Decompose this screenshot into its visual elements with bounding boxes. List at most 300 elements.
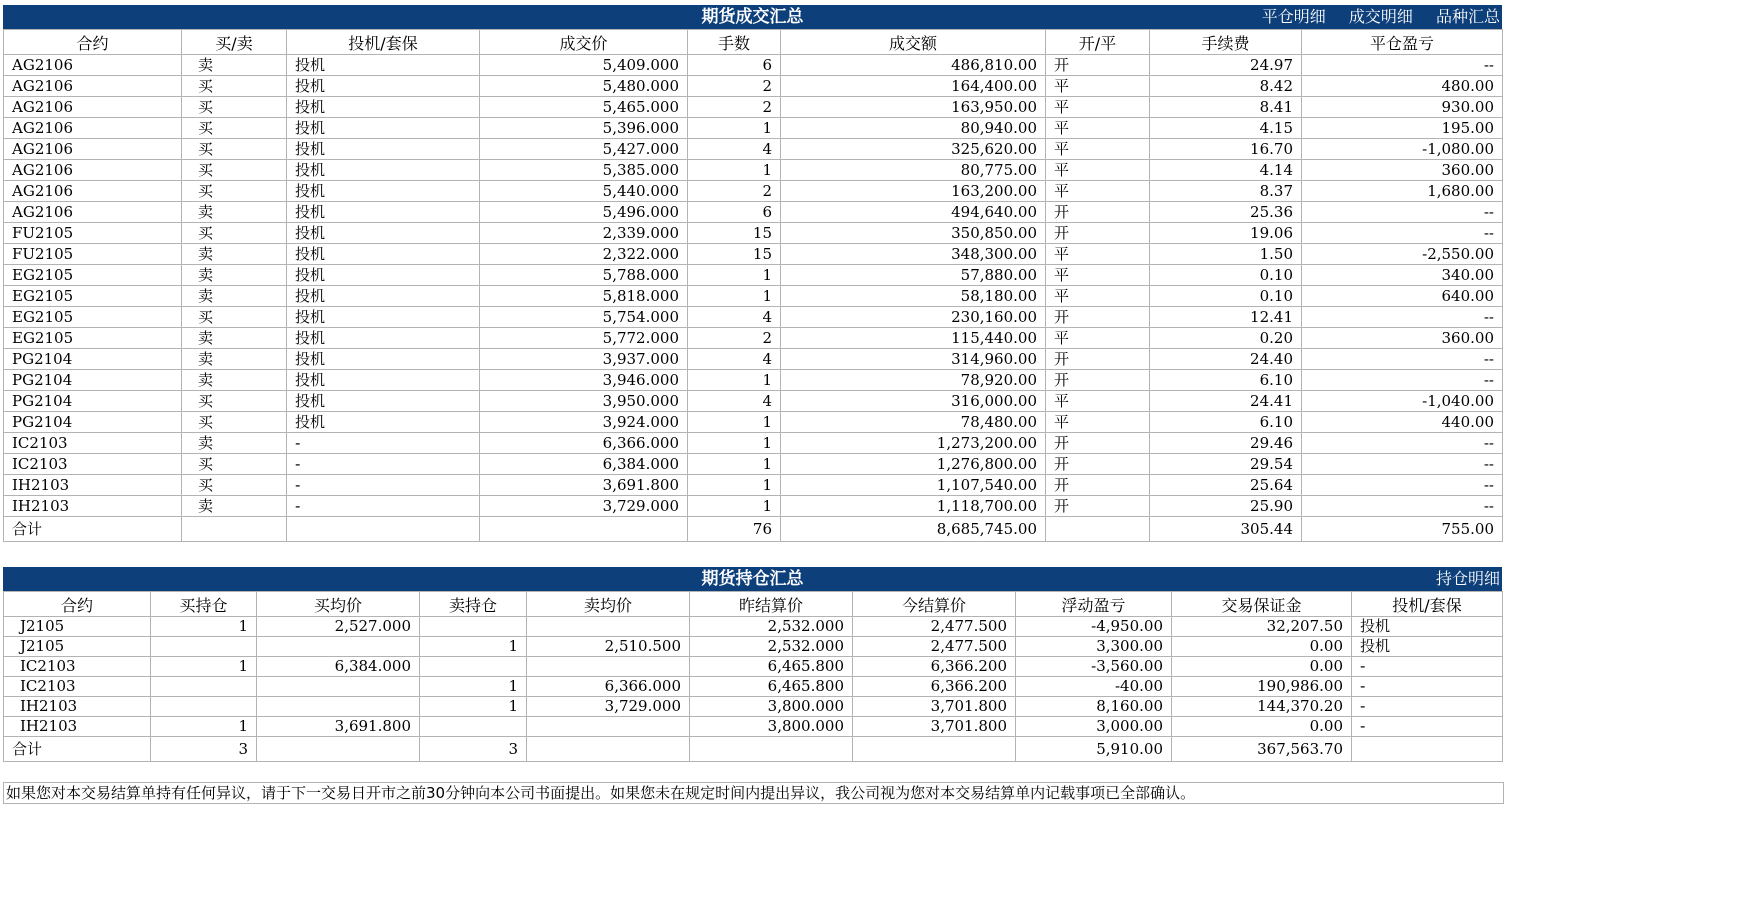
cell-buy-qty: 1 — [151, 717, 257, 737]
cell-open-close: 平 — [1046, 160, 1150, 181]
cell-amount: 78,920.00 — [781, 370, 1046, 391]
cell-contract: EG2105 — [4, 265, 182, 286]
cell-spec-hedge: 投机 — [287, 307, 480, 328]
cell-prev-settle: 6,465.800 — [690, 657, 853, 677]
trade-summary-header — [3, 5, 1502, 29]
cell-close-pnl: 340.00 — [1302, 265, 1503, 286]
cell-price: 2,339.000 — [480, 223, 688, 244]
cell-contract: EG2105 — [4, 307, 182, 328]
total-float-pnl: 5,910.00 — [1016, 737, 1172, 762]
cell-buy-sell: 卖 — [182, 286, 287, 307]
position-row — [4, 657, 1503, 677]
cell-spec-hedge: 投机 — [1352, 637, 1503, 657]
total-empty-cell — [1352, 737, 1503, 762]
cell-fee: 4.15 — [1150, 118, 1302, 139]
cell-buy-sell: 卖 — [182, 349, 287, 370]
cell-amount: 115,440.00 — [781, 328, 1046, 349]
cell-open-close: 开 — [1046, 223, 1150, 244]
total-label: 合计 — [4, 517, 182, 542]
cell-price: 3,691.800 — [480, 475, 688, 496]
cell-contract: AG2106 — [4, 202, 182, 223]
cell-lots: 15 — [688, 223, 781, 244]
cell-fee: 0.20 — [1150, 328, 1302, 349]
cell-open-close: 平 — [1046, 412, 1150, 433]
cell-spec-hedge: 投机 — [287, 244, 480, 265]
cell-price: 5,818.000 — [480, 286, 688, 307]
cell-today-settle: 6,366.200 — [853, 677, 1016, 697]
trade-row — [4, 349, 1503, 370]
trade-row — [4, 370, 1503, 391]
cell-fee: 0.10 — [1150, 265, 1302, 286]
cell-close-pnl: -1,080.00 — [1302, 139, 1503, 160]
cell-buy-sell: 卖 — [182, 433, 287, 454]
cell-open-close: 开 — [1046, 202, 1150, 223]
cell-fee: 1.50 — [1150, 244, 1302, 265]
cell-close-pnl: -- — [1302, 202, 1503, 223]
cell-contract: AG2106 — [4, 181, 182, 202]
cell-buy-qty — [151, 637, 257, 657]
cell-contract: IH2103 — [4, 717, 151, 737]
cell-lots: 6 — [688, 202, 781, 223]
cell-prev-settle: 2,532.000 — [690, 617, 853, 637]
col-header-open-close: 开/平 — [1046, 30, 1150, 55]
product-summary-link[interactable]: 品种汇总 — [1435, 7, 1500, 26]
trade-row — [4, 223, 1503, 244]
cell-buy-avg — [257, 677, 420, 697]
cell-today-settle: 2,477.500 — [853, 617, 1016, 637]
cell-price: 6,366.000 — [480, 433, 688, 454]
cell-amount: 314,960.00 — [781, 349, 1046, 370]
trade-row — [4, 181, 1503, 202]
position-summary-table — [3, 591, 1503, 762]
cell-price: 3,729.000 — [480, 496, 688, 517]
cell-price: 5,480.000 — [480, 76, 688, 97]
cell-lots: 1 — [688, 496, 781, 517]
cell-sell-qty: 1 — [420, 697, 527, 717]
cell-sell-qty — [420, 657, 527, 677]
col-header-today-settle: 今结算价 — [853, 592, 1016, 617]
col-header-sell-qty: 卖持仓 — [420, 592, 527, 617]
cell-spec-hedge: - — [287, 496, 480, 517]
cell-lots: 1 — [688, 475, 781, 496]
cell-amount: 58,180.00 — [781, 286, 1046, 307]
cell-amount: 486,810.00 — [781, 55, 1046, 76]
trade-row — [4, 97, 1503, 118]
cell-close-pnl: -- — [1302, 307, 1503, 328]
cell-buy-qty — [151, 697, 257, 717]
cell-price: 3,946.000 — [480, 370, 688, 391]
cell-buy-avg: 6,384.000 — [257, 657, 420, 677]
trade-summary-title: 期货成交汇总 — [701, 7, 804, 27]
cell-lots: 4 — [688, 391, 781, 412]
cell-lots: 2 — [688, 328, 781, 349]
cell-open-close: 开 — [1046, 496, 1150, 517]
cell-amount: 1,276,800.00 — [781, 454, 1046, 475]
cell-open-close: 开 — [1046, 454, 1150, 475]
col-header-sell-avg: 卖均价 — [527, 592, 690, 617]
col-header-spec-hedge: 投机/套保 — [287, 30, 480, 55]
cell-contract: PG2104 — [4, 412, 182, 433]
cell-buy-sell: 买 — [182, 139, 287, 160]
trade-row — [4, 412, 1503, 433]
cell-amount: 80,940.00 — [781, 118, 1046, 139]
cell-contract: J2105 — [4, 637, 151, 657]
cell-price: 5,385.000 — [480, 160, 688, 181]
total-amount: 8,685,745.00 — [781, 517, 1046, 542]
cell-buy-sell: 买 — [182, 223, 287, 244]
cell-contract: AG2106 — [4, 118, 182, 139]
cell-amount: 230,160.00 — [781, 307, 1046, 328]
cell-open-close: 平 — [1046, 286, 1150, 307]
position-summary-panel — [3, 567, 1502, 762]
settlement-notice: 如果您对本交易结算单持有任何异议，请于下一交易日开市之前30分钟向本公司书面提出。如果您未在规定时间内提出异议，我公司视为您对本交易结算单内记载事项已全部确认。 — [3, 782, 1504, 804]
cell-spec-hedge: 投机 — [287, 76, 480, 97]
col-header-contract: 合约 — [4, 592, 151, 617]
cell-close-pnl: 640.00 — [1302, 286, 1503, 307]
cell-close-pnl: 440.00 — [1302, 412, 1503, 433]
cell-spec-hedge: 投机 — [287, 412, 480, 433]
cell-open-close: 开 — [1046, 370, 1150, 391]
cell-contract: EG2105 — [4, 286, 182, 307]
cell-open-close: 平 — [1046, 244, 1150, 265]
cell-sell-avg: 3,729.000 — [527, 697, 690, 717]
cell-contract: J2105 — [4, 617, 151, 637]
cell-close-pnl: -- — [1302, 496, 1503, 517]
cell-spec-hedge: 投机 — [287, 202, 480, 223]
cell-spec-hedge: - — [1352, 697, 1503, 717]
cell-buy-sell: 买 — [182, 118, 287, 139]
cell-prev-settle: 3,800.000 — [690, 717, 853, 737]
trade-row — [4, 391, 1503, 412]
cell-open-close: 平 — [1046, 97, 1150, 118]
cell-close-pnl: -- — [1302, 55, 1503, 76]
cell-spec-hedge: 投机 — [287, 160, 480, 181]
cell-close-pnl: 195.00 — [1302, 118, 1503, 139]
cell-open-close: 开 — [1046, 55, 1150, 76]
cell-price: 5,396.000 — [480, 118, 688, 139]
col-header-spec-hedge: 投机/套保 — [1352, 592, 1503, 617]
cell-price: 5,465.000 — [480, 97, 688, 118]
cell-buy-qty: 1 — [151, 617, 257, 637]
cell-fee: 19.06 — [1150, 223, 1302, 244]
total-empty-cell — [182, 517, 287, 542]
position-row — [4, 717, 1503, 737]
cell-lots: 1 — [688, 118, 781, 139]
cell-contract: IC2103 — [4, 433, 182, 454]
cell-close-pnl: 360.00 — [1302, 160, 1503, 181]
cell-buy-qty: 1 — [151, 657, 257, 677]
trade-summary-table — [3, 29, 1503, 542]
cell-spec-hedge: 投机 — [1352, 617, 1503, 637]
trade-row — [4, 307, 1503, 328]
cell-fee: 24.40 — [1150, 349, 1302, 370]
cell-open-close: 平 — [1046, 328, 1150, 349]
cell-open-close: 开 — [1046, 433, 1150, 454]
total-lots: 76 — [688, 517, 781, 542]
close-detail-link[interactable]: 平仓明细 — [1261, 7, 1326, 26]
total-empty-cell — [480, 517, 688, 542]
cell-spec-hedge: 投机 — [287, 286, 480, 307]
cell-amount: 163,200.00 — [781, 181, 1046, 202]
cell-float-pnl: 8,160.00 — [1016, 697, 1172, 717]
cell-price: 5,409.000 — [480, 55, 688, 76]
cell-float-pnl: -4,950.00 — [1016, 617, 1172, 637]
cell-close-pnl: 1,680.00 — [1302, 181, 1503, 202]
cell-lots: 6 — [688, 55, 781, 76]
cell-lots: 1 — [688, 454, 781, 475]
cell-fee: 6.10 — [1150, 412, 1302, 433]
trade-row — [4, 286, 1503, 307]
cell-buy-sell: 卖 — [182, 265, 287, 286]
trade-total-row — [4, 517, 1503, 542]
cell-float-pnl: -3,560.00 — [1016, 657, 1172, 677]
col-header-close-pnl: 平仓盈亏 — [1302, 30, 1503, 55]
cell-price: 2,322.000 — [480, 244, 688, 265]
trade-row — [4, 139, 1503, 160]
cell-spec-hedge: 投机 — [287, 55, 480, 76]
cell-amount: 350,850.00 — [781, 223, 1046, 244]
cell-fee: 8.42 — [1150, 76, 1302, 97]
cell-amount: 325,620.00 — [781, 139, 1046, 160]
cell-contract: AG2106 — [4, 55, 182, 76]
cell-buy-qty — [151, 677, 257, 697]
total-empty-cell — [527, 737, 690, 762]
cell-today-settle: 6,366.200 — [853, 657, 1016, 677]
col-header-buy-sell: 买/卖 — [182, 30, 287, 55]
trade-detail-link[interactable]: 成交明细 — [1348, 7, 1413, 26]
trade-row — [4, 202, 1503, 223]
cell-lots: 15 — [688, 244, 781, 265]
cell-contract: AG2106 — [4, 76, 182, 97]
cell-price: 5,496.000 — [480, 202, 688, 223]
position-detail-link[interactable]: 持仓明细 — [1435, 569, 1500, 588]
col-header-price: 成交价 — [480, 30, 688, 55]
cell-close-pnl: 930.00 — [1302, 97, 1503, 118]
cell-fee: 6.10 — [1150, 370, 1302, 391]
cell-buy-avg — [257, 637, 420, 657]
cell-price: 5,754.000 — [480, 307, 688, 328]
cell-contract: IC2103 — [4, 677, 151, 697]
col-header-buy-avg: 买均价 — [257, 592, 420, 617]
trade-header-row — [4, 30, 1503, 55]
cell-lots: 4 — [688, 349, 781, 370]
cell-fee: 16.70 — [1150, 139, 1302, 160]
total-fee: 305.44 — [1150, 517, 1302, 542]
cell-amount: 348,300.00 — [781, 244, 1046, 265]
cell-lots: 1 — [688, 160, 781, 181]
cell-margin: 0.00 — [1172, 657, 1352, 677]
cell-open-close: 平 — [1046, 181, 1150, 202]
cell-fee: 12.41 — [1150, 307, 1302, 328]
cell-buy-sell: 买 — [182, 412, 287, 433]
col-header-float-pnl: 浮动盈亏 — [1016, 592, 1172, 617]
cell-amount: 163,950.00 — [781, 97, 1046, 118]
cell-buy-avg: 2,527.000 — [257, 617, 420, 637]
cell-price: 5,788.000 — [480, 265, 688, 286]
trade-row — [4, 475, 1503, 496]
cell-spec-hedge: 投机 — [287, 223, 480, 244]
cell-price: 5,772.000 — [480, 328, 688, 349]
total-close-pnl: 755.00 — [1302, 517, 1503, 542]
cell-sell-qty — [420, 617, 527, 637]
cell-spec-hedge: 投机 — [287, 97, 480, 118]
cell-lots: 1 — [688, 265, 781, 286]
cell-contract: IH2103 — [4, 496, 182, 517]
cell-fee: 29.54 — [1150, 454, 1302, 475]
trade-summary-panel — [3, 5, 1502, 542]
cell-spec-hedge: - — [1352, 717, 1503, 737]
total-empty-cell — [853, 737, 1016, 762]
cell-margin: 144,370.20 — [1172, 697, 1352, 717]
total-margin: 367,563.70 — [1172, 737, 1352, 762]
cell-today-settle: 3,701.800 — [853, 697, 1016, 717]
cell-spec-hedge: 投机 — [287, 139, 480, 160]
cell-spec-hedge: - — [287, 454, 480, 475]
cell-close-pnl: -1,040.00 — [1302, 391, 1503, 412]
cell-lots: 4 — [688, 139, 781, 160]
cell-spec-hedge: 投机 — [287, 118, 480, 139]
cell-fee: 25.64 — [1150, 475, 1302, 496]
cell-buy-sell: 买 — [182, 76, 287, 97]
position-row — [4, 697, 1503, 717]
col-header-margin: 交易保证金 — [1172, 592, 1352, 617]
cell-contract: IH2103 — [4, 475, 182, 496]
trade-row — [4, 433, 1503, 454]
cell-sell-qty: 1 — [420, 637, 527, 657]
cell-price: 5,440.000 — [480, 181, 688, 202]
cell-close-pnl: -- — [1302, 370, 1503, 391]
cell-buy-sell: 买 — [182, 181, 287, 202]
cell-today-settle: 2,477.500 — [853, 637, 1016, 657]
position-header-row — [4, 592, 1503, 617]
position-summary-header — [3, 567, 1502, 591]
cell-contract: PG2104 — [4, 391, 182, 412]
cell-amount: 78,480.00 — [781, 412, 1046, 433]
cell-contract: FU2105 — [4, 244, 182, 265]
total-empty-cell — [690, 737, 853, 762]
cell-sell-avg — [527, 717, 690, 737]
cell-fee: 24.41 — [1150, 391, 1302, 412]
cell-close-pnl: 480.00 — [1302, 76, 1503, 97]
cell-spec-hedge: - — [287, 475, 480, 496]
cell-lots: 1 — [688, 433, 781, 454]
cell-amount: 1,273,200.00 — [781, 433, 1046, 454]
cell-buy-sell: 买 — [182, 307, 287, 328]
trade-row — [4, 328, 1503, 349]
cell-sell-avg — [527, 617, 690, 637]
position-row — [4, 617, 1503, 637]
col-header-buy-qty: 买持仓 — [151, 592, 257, 617]
cell-open-close: 平 — [1046, 391, 1150, 412]
cell-amount: 494,640.00 — [781, 202, 1046, 223]
trade-row — [4, 55, 1503, 76]
cell-prev-settle: 6,465.800 — [690, 677, 853, 697]
trade-row — [4, 265, 1503, 286]
cell-spec-hedge: 投机 — [287, 328, 480, 349]
cell-buy-avg: 3,691.800 — [257, 717, 420, 737]
cell-contract: PG2104 — [4, 349, 182, 370]
cell-margin: 0.00 — [1172, 717, 1352, 737]
cell-buy-sell: 卖 — [182, 496, 287, 517]
cell-open-close: 平 — [1046, 76, 1150, 97]
cell-amount: 57,880.00 — [781, 265, 1046, 286]
trade-row — [4, 76, 1503, 97]
trade-summary-links — [1244, 5, 1500, 29]
cell-lots: 2 — [688, 97, 781, 118]
cell-contract: IC2103 — [4, 657, 151, 677]
cell-spec-hedge: 投机 — [287, 265, 480, 286]
col-header-lots: 手数 — [688, 30, 781, 55]
cell-float-pnl: 3,000.00 — [1016, 717, 1172, 737]
total-sell-qty: 3 — [420, 737, 527, 762]
cell-buy-sell: 卖 — [182, 202, 287, 223]
cell-sell-avg — [527, 657, 690, 677]
cell-margin: 190,986.00 — [1172, 677, 1352, 697]
cell-buy-avg — [257, 697, 420, 717]
cell-contract: FU2105 — [4, 223, 182, 244]
cell-amount: 1,107,540.00 — [781, 475, 1046, 496]
cell-price: 5,427.000 — [480, 139, 688, 160]
cell-close-pnl: -2,550.00 — [1302, 244, 1503, 265]
cell-lots: 1 — [688, 370, 781, 391]
total-label: 合计 — [4, 737, 151, 762]
cell-today-settle: 3,701.800 — [853, 717, 1016, 737]
trade-row — [4, 496, 1503, 517]
total-buy-qty: 3 — [151, 737, 257, 762]
cell-open-close: 开 — [1046, 475, 1150, 496]
cell-buy-sell: 卖 — [182, 244, 287, 265]
cell-lots: 1 — [688, 286, 781, 307]
cell-close-pnl: -- — [1302, 349, 1503, 370]
cell-contract: AG2106 — [4, 160, 182, 181]
cell-sell-qty: 1 — [420, 677, 527, 697]
cell-contract: IC2103 — [4, 454, 182, 475]
cell-amount: 164,400.00 — [781, 76, 1046, 97]
cell-fee: 24.97 — [1150, 55, 1302, 76]
cell-close-pnl: -- — [1302, 475, 1503, 496]
col-header-fee: 手续费 — [1150, 30, 1302, 55]
col-header-prev-settle: 昨结算价 — [690, 592, 853, 617]
cell-buy-sell: 买 — [182, 475, 287, 496]
cell-fee: 29.46 — [1150, 433, 1302, 454]
cell-fee: 25.90 — [1150, 496, 1302, 517]
cell-amount: 80,775.00 — [781, 160, 1046, 181]
cell-spec-hedge: - — [1352, 657, 1503, 677]
cell-sell-avg: 2,510.500 — [527, 637, 690, 657]
position-row — [4, 637, 1503, 657]
total-empty-cell — [257, 737, 420, 762]
cell-spec-hedge: 投机 — [287, 349, 480, 370]
cell-close-pnl: 360.00 — [1302, 328, 1503, 349]
position-summary-title: 期货持仓汇总 — [701, 569, 804, 589]
cell-amount: 316,000.00 — [781, 391, 1046, 412]
cell-price: 3,950.000 — [480, 391, 688, 412]
trade-row — [4, 118, 1503, 139]
cell-sell-avg: 6,366.000 — [527, 677, 690, 697]
col-header-amount: 成交额 — [781, 30, 1046, 55]
cell-spec-hedge: 投机 — [287, 370, 480, 391]
cell-margin: 0.00 — [1172, 637, 1352, 657]
cell-price: 3,924.000 — [480, 412, 688, 433]
cell-fee: 4.14 — [1150, 160, 1302, 181]
cell-margin: 32,207.50 — [1172, 617, 1352, 637]
cell-buy-sell: 买 — [182, 160, 287, 181]
trade-row — [4, 160, 1503, 181]
cell-contract: IH2103 — [4, 697, 151, 717]
cell-spec-hedge: 投机 — [287, 181, 480, 202]
cell-lots: 4 — [688, 307, 781, 328]
cell-lots: 2 — [688, 76, 781, 97]
